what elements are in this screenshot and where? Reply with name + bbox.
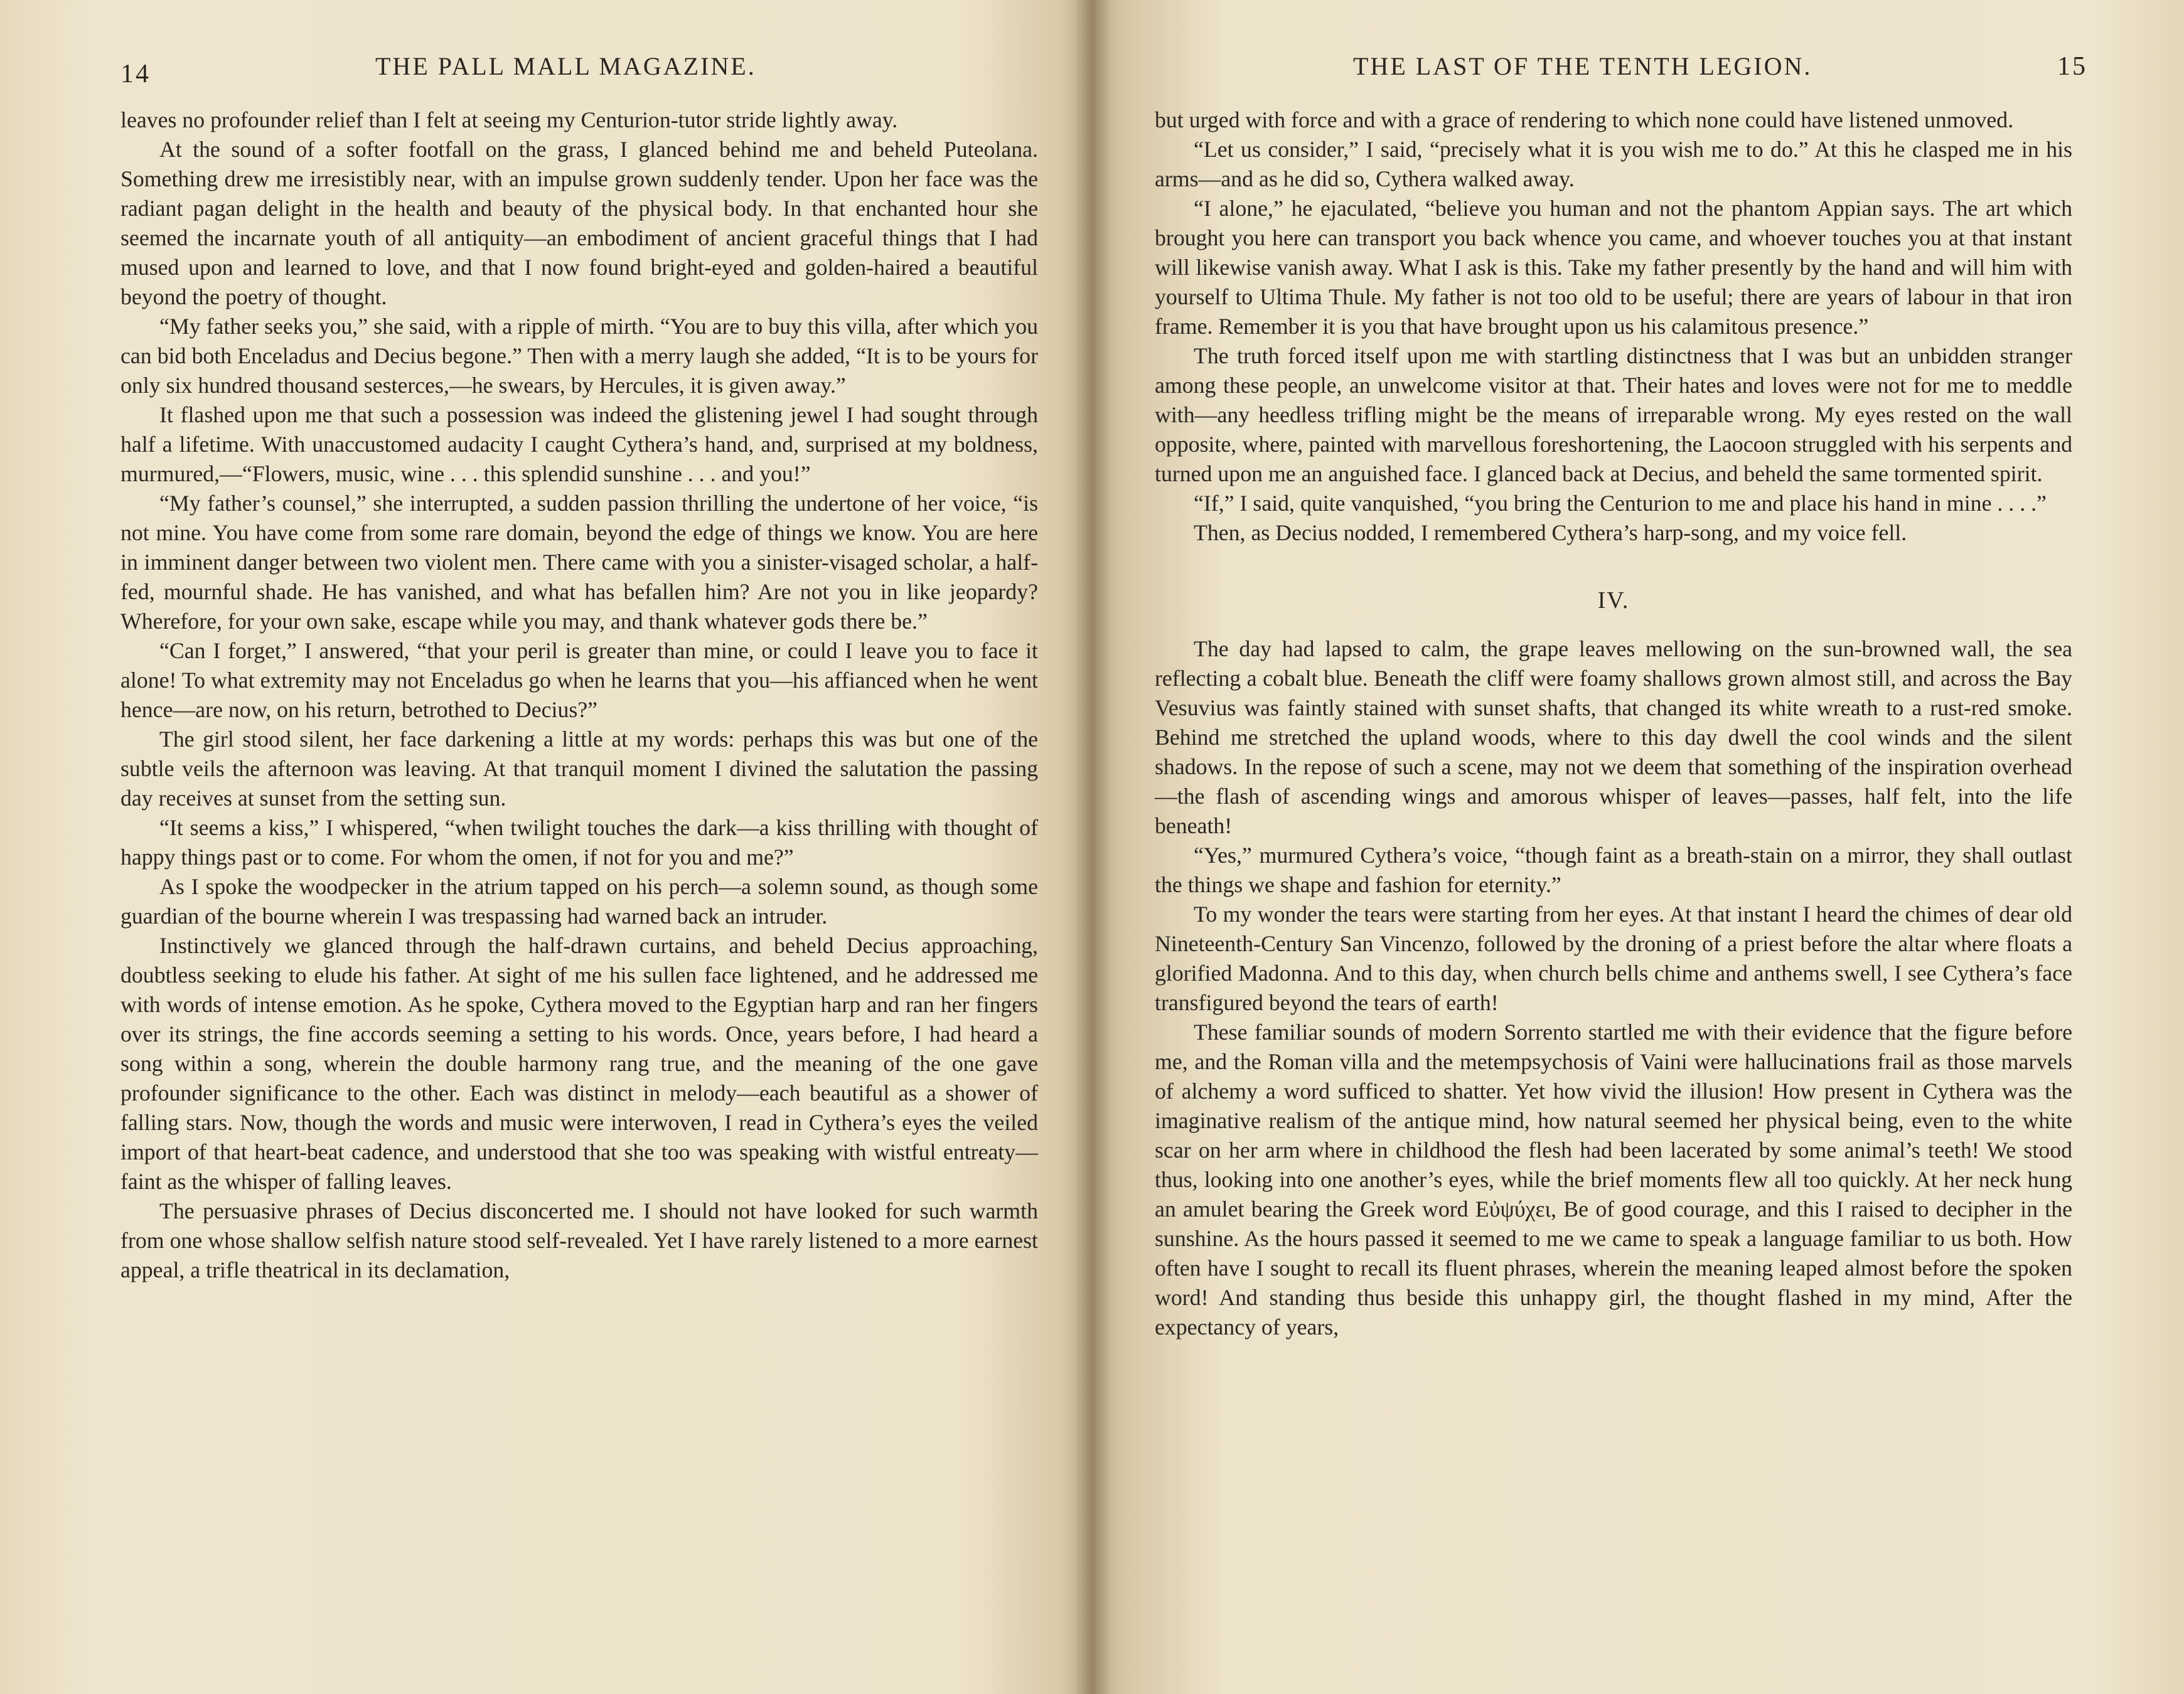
paragraph: It flashed upon me that such a possession was indeed the glistening jewel I had sought through half a lifetime. With unaccustomed audacity I caught Cythera’s hand, and, surprised at my boldness, murmured,—“Flowers, music, wine . . . this splendid sunshine . . . and you!” xyxy=(120,402,1038,486)
running-title-right: THE LAST OF THE TENTH LEGION. xyxy=(1353,52,1812,80)
running-title-left: THE PALL MALL MAGAZINE. xyxy=(375,52,756,80)
paragraph: “Yes,” murmured Cythera’s voice, “though faint as a breath-stain on a mirror, they shall outlast the things we shape and fashion for eternity.” xyxy=(1155,843,2072,897)
paragraph: “My father’s counsel,” she interrupted, a sudden passion thrilling the undertone of her voice, “is not mine. You have come from some rare domain, beyond the edge of things we know. You are here in imminent danger between two violent men. There came with you a sinister-visaged scholar, a half-fed, mournful shade. He has vanished, and what has befallen him? Are not you in like jeopardy? Wherefore, for your own sake, escape while you may, and thank whatever gods there be.” xyxy=(120,491,1038,634)
page-number-left: 14 xyxy=(120,60,151,88)
running-head-left xyxy=(0,51,1092,89)
paragraph: The persuasive phrases of Decius disconcerted me. I should not have looked for such warmth from one whose shallow selfish nature stood self-revealed. Yet I have rarely listened to a more earnest appeal, a trifle theatrical in its declamation, xyxy=(120,1198,1038,1282)
paragraph: “My father seeks you,” she said, with a ripple of mirth. “You are to buy this villa, after which you can bid both Enceladus and Decius begone.” Then with a merry laugh she added, “It is to be yours for only six hundred thousand sesterces,—he swears, by Hercules, it is given away.” xyxy=(120,314,1038,398)
paragraph: The truth forced itself upon me with startling distinctness that I was but an unbidden stranger among these people, an unwelcome visitor at that. Their hates and loves were not for me to meddle with—any heedless trifling might be the means of irreparable wrong. My eyes rested on the wall opposite, where, painted with marvellous foreshortening, the Laocoon struggled with his serpents and turned upon me an anguished face. I glanced back at Decius, and beheld the same tormented spirit. xyxy=(1155,343,2072,486)
page-number-right: 15 xyxy=(2057,52,2087,81)
right-page-body xyxy=(1155,105,2072,1342)
left-page-body xyxy=(120,105,1038,1285)
running-head-right xyxy=(1092,51,2184,89)
paragraph: “It seems a kiss,” I whispered, “when twilight touches the dark—a kiss thrilling with thought of happy things past or to come. For whom the omen, if not for you and me?” xyxy=(120,815,1038,870)
paragraph: As I spoke the woodpecker in the atrium tapped on his perch—a solemn sound, as though some guardian of the bourne wherein I was trespassing had warned back an intruder. xyxy=(120,874,1038,929)
section-heading: IV. xyxy=(1597,587,1630,614)
right-page xyxy=(1092,0,2184,1694)
paragraph: “Can I forget,” I answered, “that your peril is greater than mine, or could I leave you to face it alone! To what extremity may not Enceladus go when he learns that you—his affianced when he went hence—are now, on his return, betrothed to Decius?” xyxy=(120,638,1038,722)
paragraph: These familiar sounds of modern Sorrento startled me with their evidence that the figure before me, and the Roman villa and the metempsychosis of Vaini were hallucinations frail as those marvels of alchemy a word sufficed to shatter. Yet how vivid the illusion! How present in Cythera was the imaginative realism of the antique mind, how natural seemed her physical being, even to the white scar on her arm where in childhood the flesh had been lacerated by some animal’s teeth! We stood thus, looking into one another’s eyes, while the brief moments flew all too quickly. At her neck hung an amulet bearing the Greek word Εὐψύχει, Be of good courage, and this I raised to decipher in the sunshine. As the hours passed it seemed to me we came to speak a language familiar to us both. How often have I sought to recall its fluent phrases, wherein the meaning leaped almost before the spoken word! And standing thus beside this unhappy girl, the thought flashed in my mind, After the expectancy of years, xyxy=(1155,1020,2072,1340)
paragraph: Then, as Decius nodded, I remembered Cythera’s harp-song, and my voice fell. xyxy=(1194,520,1907,545)
paragraph: To my wonder the tears were starting from her eyes. At that instant I heard the chimes of dear old Nineteenth-Century San Vincenzo, followed by the droning of a priest before the altar where floats a glorified Madonna. And to this day, when church bells chime and anthems swell, I see Cythera’s face transfigured beyond the tears of earth! xyxy=(1155,902,2072,1015)
paragraph: Instinctively we glanced through the half-drawn curtains, and beheld Decius approaching, doubtless seeking to elude his father. At sight of me his sullen face lightened, and he addressed me with words of intense emotion. As he spoke, Cythera moved to the Egyptian harp and ran her fingers over its strings, the fine accords seeming a setting to his words. Once, years before, I had heard a song within a song, wherein the double harmony rang true, and the meaning of the one gave profounder significance to the other. Each was distinct in melody—each beautiful as a shower of falling stars. Now, though the words and music were interwoven, I read in Cythera’s eyes the veiled import of that heart-beat cadence, and understood that she too was speaking with wistful entreaty—faint as the whisper of falling leaves. xyxy=(120,933,1038,1194)
paragraph: “If,” I said, quite vanquished, “you bring the Centurion to me and place his hand in mine . . . .” xyxy=(1194,491,2047,516)
paragraph: At the sound of a softer footfall on the grass, I glanced behind me and beheld Puteolana. Something drew me irresistibly near, with an impulse grown suddenly tender. Upon her face was the radiant pagan delight in the health and beauty of the physical body. In that enchanted hour she seemed the incarnate youth of all antiquity—an embodiment of ancient graceful things that I had mused upon and learned to love, and that I now found bright-eyed and golden-haired a beautiful beyond the poetry of thought. xyxy=(120,137,1038,309)
paragraph: “I alone,” he ejaculated, “believe you human and not the phantom Appian says. The art which brought you here can transport you back whence you came, and whoever touches you at that instant will likewise vanish away. What I ask is this. Take my father presently by the hand and will him with yourself to Ultima Thule. My father is not too old to be useful; there are years of labour in that iron frame. Remember it is you that have brought upon us his calamitous presence.” xyxy=(1155,196,2072,339)
paragraph: but urged with force and with a grace of rendering to which none could have listened unmoved. xyxy=(1155,107,2014,132)
paragraph: leaves no profounder relief than I felt at seeing my Centurion-tutor stride lightly away. xyxy=(120,107,898,132)
paragraph: “Let us consider,” I said, “precisely what it is you wish me to do.” At this he clasped me in his arms—and as he did so, Cythera walked away. xyxy=(1155,137,2072,191)
paragraph: The girl stood silent, her face darkening a little at my words: perhaps this was but one of the subtle veils the afternoon was leaving. At that tranquil moment I divined the salutation the passing day receives at sunset from the setting sun. xyxy=(120,727,1038,811)
paragraph: The day had lapsed to calm, the grape leaves mellowing on the sun-browned wall, the sea reflecting a cobalt blue. Beneath the cliff were foamy shallows grown almost still, and across the Bay Vesuvius was faintly stained with sunset shafts, that changed its white wreath to a rust-red smoke. Behind me stretched the upland woods, where to this day dwell the cool winds and the silent shadows. In the repose of such a scene, may not we deem that something of the inspiration overhead—the flash of ascending wings and amorous whisper of leaves—passes, half felt, into the life beneath! xyxy=(1155,636,2072,838)
